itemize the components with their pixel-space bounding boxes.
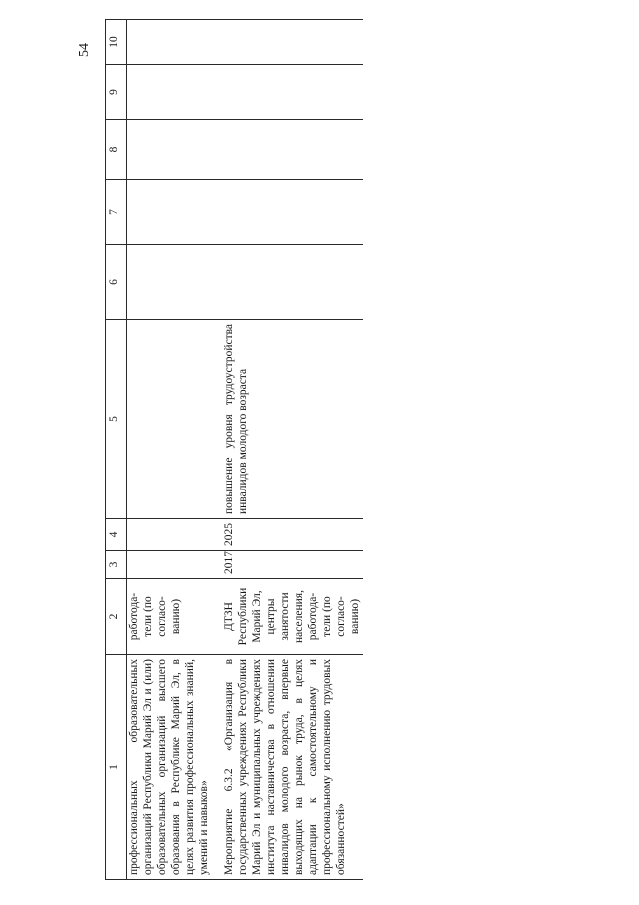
cell-result [127, 320, 213, 519]
header-col-10: 10 [106, 20, 127, 65]
cell-col-10 [212, 20, 363, 65]
cell-result: повышение уровня трудоустройства инвалидов молодого возраста [212, 320, 363, 519]
cell-measure-name: профессиональных образовательных организаций Республики Марий Эл и (или) образовательных организаций высшего образования в Республике Марий Эл, в целях развития профессиональных знаний, умений и навыков» [127, 655, 213, 880]
cell-col-6 [212, 245, 363, 320]
cell-col-8 [212, 120, 363, 180]
header-row [106, 20, 127, 880]
header-col-1: 1 [106, 655, 127, 880]
cell-start-year: 2017 [212, 551, 363, 579]
cell-col-6 [127, 245, 213, 320]
header-col-5: 5 [106, 320, 127, 519]
header-col-3: 3 [106, 551, 127, 579]
table-row [212, 20, 363, 880]
cell-start-year [127, 551, 213, 579]
cell-measure-name: Мероприятие 6.3.2 «Организация в государственных учреждениях Республики Марий Эл и муниципальных учреждениях института наставничества в отношении инвалидов молодого возраста, впервые выходящих на рынок труда, в целях адаптации к самостоятельному и профессиональному исполнению трудовых обязанностей» [212, 655, 363, 880]
header-col-7: 7 [106, 180, 127, 245]
cell-executor: ДТЗН Республики Марий Эл, центры занятости населения, работода-тели (по согласо-ванию) [212, 579, 363, 655]
table-row [127, 20, 213, 880]
program-table [105, 19, 363, 880]
page-number: 54 [77, 43, 92, 57]
cell-col-8 [127, 120, 213, 180]
cell-end-year [127, 519, 213, 551]
cell-col-9 [212, 65, 363, 120]
header-col-9: 9 [106, 65, 127, 120]
header-col-4: 4 [106, 519, 127, 551]
rotated-table [105, 20, 639, 880]
header-col-2: 2 [106, 579, 127, 655]
cell-col-10 [127, 20, 213, 65]
header-col-8: 8 [106, 120, 127, 180]
cell-col-9 [127, 65, 213, 120]
cell-col-7 [127, 180, 213, 245]
cell-end-year: 2025 [212, 519, 363, 551]
header-col-6: 6 [106, 245, 127, 320]
cell-col-7 [212, 180, 363, 245]
cell-executor: работода-тели (по согласо-ванию) [127, 579, 213, 655]
